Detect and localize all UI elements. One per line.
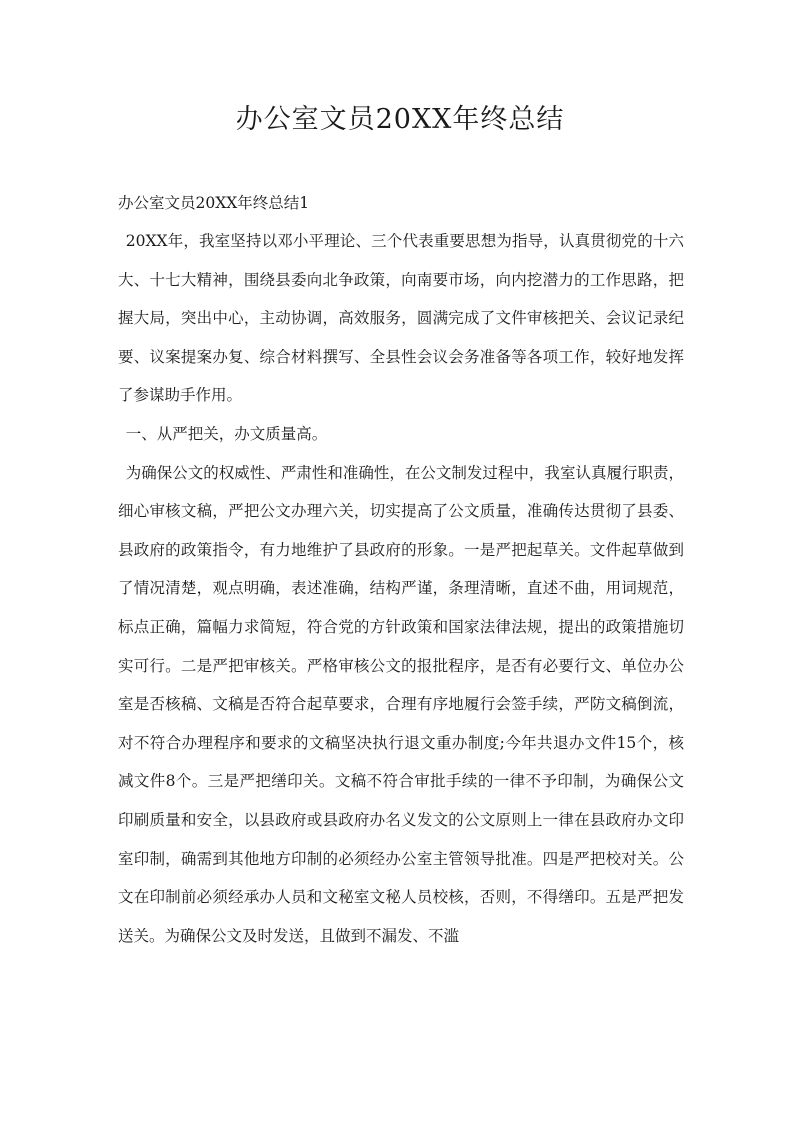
section-heading-1: 一、从严把关，办文质量高。	[125, 424, 328, 443]
document-title: 办公室文员20XX年终总结	[235, 104, 565, 135]
section-subtitle: 办公室文员20XX年终总结1	[118, 194, 310, 212]
paragraph-section-1: 为确保公文的权威性、严肃性和准确性，在公文制发过程中，我室认真履行职责，细心审核文稿，严把公文办理六关，切实提高了公文质量，准确传达贯彻了县委、县政府的政策指令，有力地维护了县政府的形象。一是严把起草关。文件起草做到了情况清楚，观点明确，表述准确，结构严谨，条理清晰，直述不曲，用词规范，标点正确，篇幅力求简短，符合党的方针政策和国家法律法规，提出的政策措施切实可行。二是严把审核关。严格审核公文的报批程序，是否有必要行文、单位办公室是否核稿、文稿是否符合起草要求，合理有序地履行会签手续，严防文稿倒流，对不符合办理程序和要求的文稿坚决执行退文重办制度;今年共退办文件15个，核减文件8个。三是严把缮印关。文稿不符合审批手续的一律不予印制，为确保公文印刷质量和安全，以县政府或县政府办名义发文的公文原则上一律在县政府办文印室印制，确需到其他地方印制的必须经办公室主管领导批准。四是严把校对关。公文在印制前必须经承办人员和文秘室文秘人员校核，否则，不得缮印。五是严把发送关。为确保公文及时发送，且做到不漏发、不滥	[118, 463, 684, 945]
paragraph-intro: 20XX年，我室坚持以邓小平理论、三个代表重要思想为指导，认真贯彻党的十六大、十七大精神，围绕县委向北争政策，向南要市场，向内挖潜力的工作思路，把握大局，突出中心，主动协调，高效服务，圆满完成了文件审核把关、会议记录纪要、议案提案办复、综合材料撰写、全县性会议会务准备等各项工作，较好地发挥了参谋助手作用。	[118, 232, 684, 405]
document-body	[118, 184, 684, 955]
